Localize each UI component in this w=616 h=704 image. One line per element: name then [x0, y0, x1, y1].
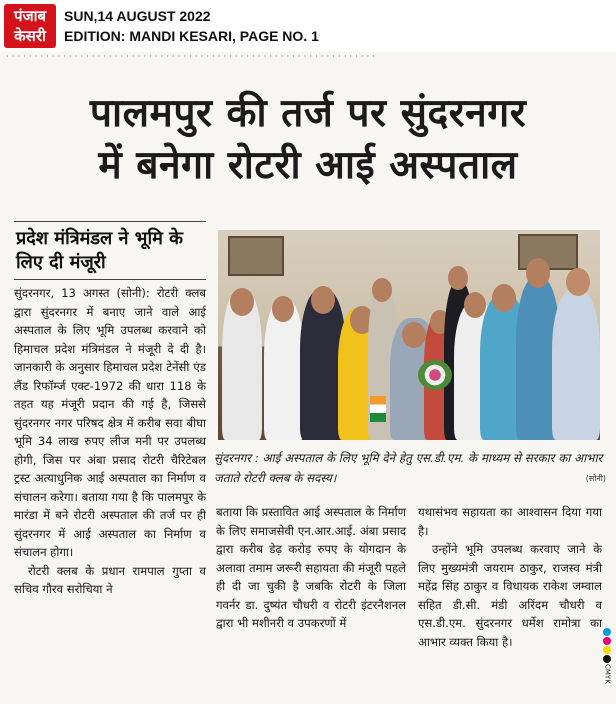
subhead-rule-bottom [14, 279, 206, 280]
punjab-kesari-logo [4, 4, 56, 48]
clipping-header [0, 0, 616, 52]
yellow-swatch [603, 646, 611, 654]
newspaper-clipping [0, 52, 616, 704]
publication-date: SUN,14 AUGUST 2022 [64, 8, 211, 24]
person-6-head [402, 322, 426, 348]
wall-frame-picture [228, 236, 284, 276]
clipping-meta [64, 6, 319, 46]
headline [0, 88, 616, 192]
article-column-2: बताया कि प्रस्तावित आई अस्पताल के निर्माण के लिए समाजसेवी एन.आर.आई. अंबा प्रसाद द्वारा करीब डेढ़ करोड़ रुपए के योगदान के अलावा तमाम जरूरी सहायता की मंजूरी पहले ही दी जा चुकी है जबकि रोटरी के जिला गवर्नर डा. दुष्यंत चौधरी व रोटरी इंटरनैशनल द्वारा भी मशीनरी व उपकरणों में [216, 505, 406, 630]
article-column-1 [14, 284, 206, 599]
person-11-head [526, 258, 550, 288]
headline-line-2: में बनेगा रोटरी आई अस्पताल [98, 143, 518, 188]
person-9-head [464, 292, 486, 318]
logo-line-2: केसरी [14, 27, 46, 45]
person-8-head [448, 266, 468, 290]
person-2-head [272, 296, 294, 322]
subhead-rule [14, 221, 206, 222]
person-10-head [492, 284, 516, 312]
col1-paragraph-1: सुंदरनगर, 13 अगस्त (सोनी): रोटरी क्लब द्वारा सुंदरनगर में बनाए जाने वाले आई अस्पताल के लिए भूमि उपलब्ध करवाने को हिमाचल प्रदेश मंत्रिमंडल ने मंजूरी दे दी है। जानकारी के अनुसार हिमाचल प्रदेश टेनेंसी एंड लैंड रिफॉर्म्ज एक्ट-1972 की धारा 118 के तहत यह मंजूरी प्रदान की गई है, जिससे सुंदरनगर नगर परिषद क्षेत्र में करीब सवा बीघा भूमि 34 लाख रुपए लीज मनी पर उपलब्ध होगी, जिस पर अंबा प्रसाद रोटरी चैरिटेबल ट्रस्ट अत्याधुनिक आई अस्पताल का निर्माण व संचालन करेगा। बताया गया है कि पालमपुर के मारंडा में बने रोटरी अस्पताल की तर्ज पर ही सुंदरनगर में आई अस्पताल का निर्माण व संचालन होगा। [14, 286, 206, 559]
col1-paragraph-2: रोटरी क्लब के प्रधान रामपाल गुप्ता व सचिव गौरव सरोचिया ने [14, 563, 206, 596]
person-1-head [230, 288, 254, 316]
cut-edge-strip: · · · · · · · · · · · · · · · · · · · · · · · · · · · · · · · · · · · · · · · · · · · · · · · · · · · · · · · · · · · · · · · · · [6, 52, 376, 62]
person-12 [552, 290, 600, 440]
logo-line-1: पंजाब [13, 7, 47, 25]
black-swatch [603, 655, 611, 663]
cmyk-label: CMYK [603, 664, 612, 684]
bouquet-icon [418, 360, 452, 390]
news-photo [218, 230, 600, 440]
article-column-3 [418, 503, 602, 651]
edition-info: EDITION: MANDI KESARI, PAGE NO. 1 [64, 28, 319, 44]
photo-caption: सुंदरनगर : आई अस्पताल के लिए भूमि देने हेतु एस.डी.एम. के माध्यम से सरकार का आभार जताते रोटरी क्लब के सदस्य। [214, 451, 603, 485]
person-3-head [311, 286, 335, 314]
cmyk-registration-strip [601, 627, 613, 704]
col3-paragraph-1: यथासंभव सहायता का आश्वासन दिया गया है। [418, 505, 602, 538]
magenta-swatch [603, 637, 611, 645]
person-5-head [372, 278, 392, 302]
person-12-head [566, 268, 590, 296]
headline-line-1: पालमपुर की तर्ज पर सुंदरनगर [89, 91, 527, 136]
photo-credit: (सोनी) [585, 474, 606, 483]
subheadline: प्रदेश मंत्रिमंडल ने भूमि के लिए दी मंजूरी [16, 228, 183, 273]
cyan-swatch [603, 628, 611, 636]
indian-flag-icon [370, 396, 386, 422]
col3-paragraph-2: उन्होंने भूमि उपलब्ध करवाए जाने के लिए मुख्यमंत्री जयराम ठाकुर, राजस्व मंत्री महेंद्र सिंह ठाकुर व विधायक राकेश जम्वाल सहित डी.सी. मंडी अरिंदम चौधरी व एस.डी.एम. सुंदरनगर धर्मेश रामोत्रा का आभार व्यक्त किया है। [418, 542, 602, 649]
